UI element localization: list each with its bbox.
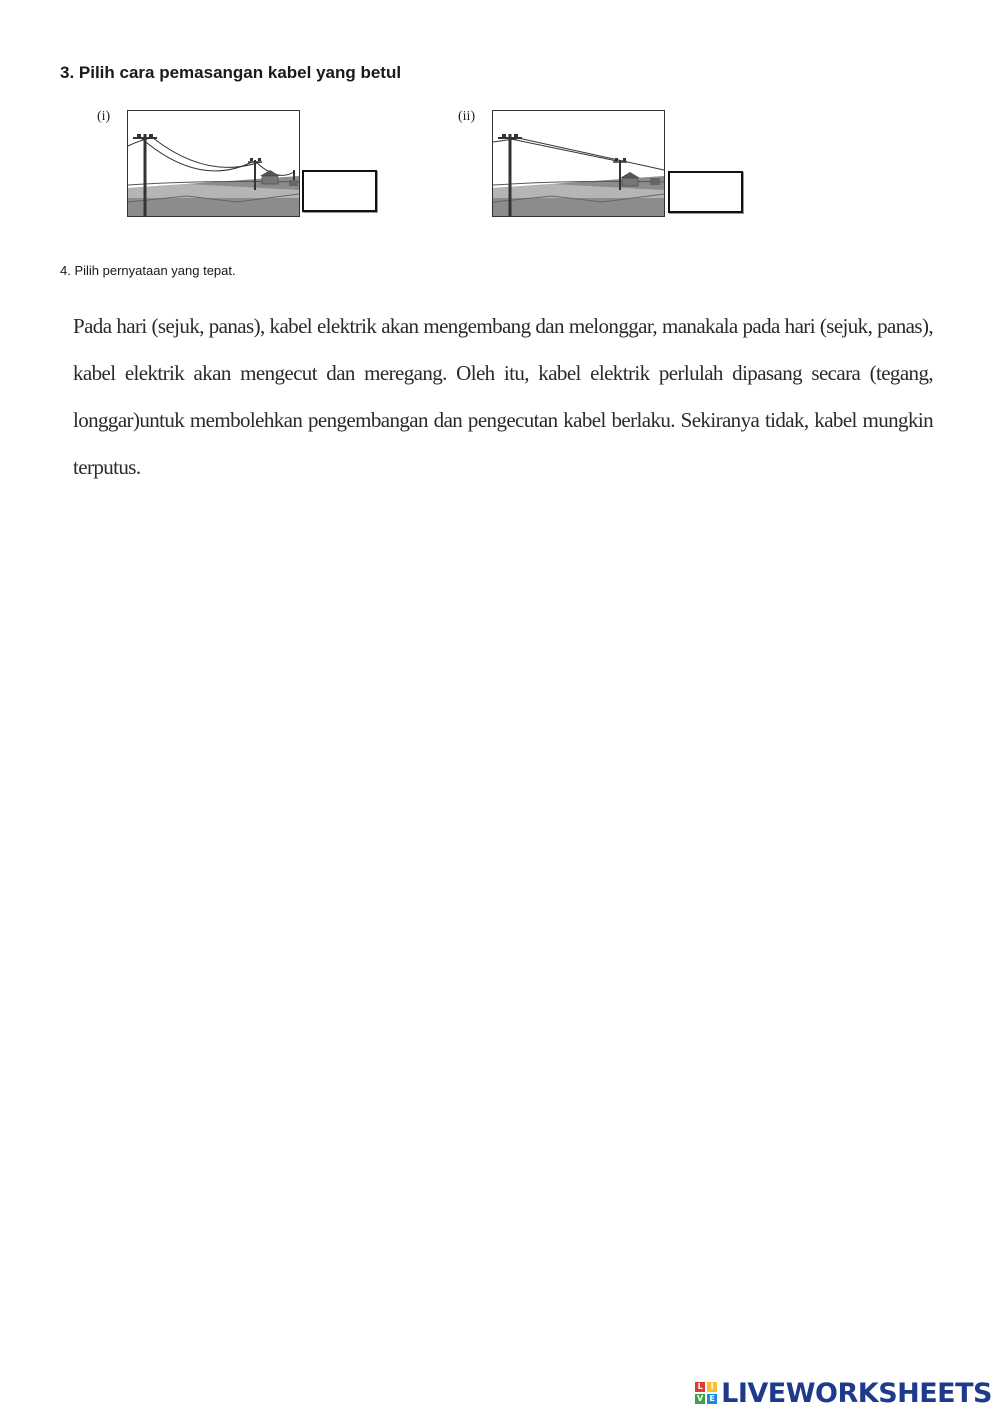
figure-ii-label: (ii) xyxy=(458,109,476,124)
question-3-title: 3. Pilih cara pemasangan kabel yang betul xyxy=(60,63,402,82)
logo-badge-icon xyxy=(695,1382,717,1404)
figure-i-house xyxy=(262,176,278,184)
figure-i-label: (i) xyxy=(97,109,111,124)
logo-badge-letter: V xyxy=(697,1394,704,1403)
figure-ii-answer-box[interactable] xyxy=(668,171,743,213)
logo-badge-letter: L xyxy=(695,1382,705,1392)
logo-text: LIVEWORKSHEETS xyxy=(721,1377,992,1409)
logo-badge-letter: E xyxy=(707,1394,717,1404)
figure-ii-taut-cable-illustration xyxy=(492,110,665,217)
question-4-title: 4. Pilih pernyataan yang tepat. xyxy=(60,263,236,278)
liveworksheets-logo xyxy=(695,1376,992,1410)
figure-i-answer-box[interactable] xyxy=(302,170,377,212)
figure-i-sagging-cable-illustration xyxy=(127,110,300,217)
logo-badge-letter: I xyxy=(707,1382,717,1392)
figure-ii-house xyxy=(622,178,638,186)
question-4-passage: Pada hari (sejuk, panas), kabel elektrik akan mengembang dan melonggar, manakala pada hari (sejuk, panas), kabel elektrik akan mengecut dan meregang. Oleh itu, kabel elektrik perlulah dipasang secara (tegang, longgar)untuk membolehkan pengembangan dan pengecutan kabel berlaku. Sekiranya tidak, kabel mungkin terputus. xyxy=(73,314,933,479)
